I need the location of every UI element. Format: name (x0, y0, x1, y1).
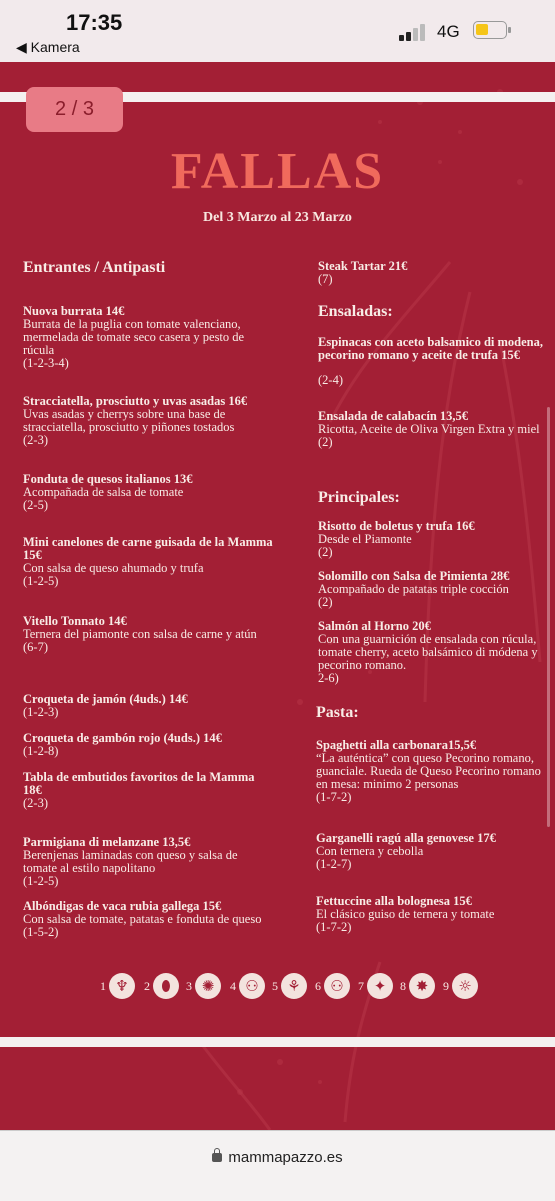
menu-item: Ensalada de calabacín 13,5€ Ricotta, Aceite de Oliva Virgen Extra y miel (2) (318, 409, 540, 449)
url-display[interactable] (0, 1149, 555, 1166)
menu-title: FALLAS (170, 143, 385, 200)
menu-item: Croqueta de gambón rojo (4uds.) 14€ (1-2-8) (23, 731, 222, 758)
crab-icon: ✸ (409, 973, 435, 999)
signal-icon (399, 23, 429, 41)
section-heading-entrantes: Entrantes / Antipasti (23, 259, 166, 276)
egg-icon: ⚇ (239, 973, 265, 999)
menu-item: Parmigiana di melanzane 13,5€ Berenjenas laminadas con queso y salsa de tomate al estilo napolitano (1-2-5) (23, 835, 238, 888)
allergen-9: 9 ☼ (443, 972, 478, 1000)
menu-item: Albóndigas de vaca rubia gallega 15€ Con salsa de tomate, patatas e fonduta de queso (1-5-2) (23, 899, 262, 939)
wheat-icon: ♆ (109, 973, 135, 999)
menu-item: Fettuccine alla bolognesa 15€ El clásico guiso de ternera y tomate (1-7-2) (316, 894, 495, 934)
battery-icon (473, 21, 507, 39)
menu-item: Steak Tartar 21€ (7) (318, 259, 408, 286)
allergen-7: 7 ✦ (358, 972, 393, 1000)
allergen-6: 6 ⚇ (315, 972, 350, 1000)
lock-icon (212, 1153, 222, 1162)
allergen-1: 1 ♆ (100, 972, 135, 1000)
menu-item: Spaghetti alla carbonara15,5€ “La auténtica” con queso Pecorino romano, guanciale. Rueda de Queso Pecorino romano en mesa: minimo 2 personas (1-7-2) (316, 738, 541, 804)
egg2-icon: ⚇ (324, 973, 350, 999)
fish-icon: ✦ (367, 973, 393, 999)
section-heading-ensaladas: Ensaladas: (318, 303, 393, 320)
status-bar (0, 0, 555, 62)
allergen-legend (100, 972, 490, 1002)
allergen-3: 3 ✺ (186, 972, 221, 1000)
scrollbar[interactable] (547, 407, 550, 827)
page-indicator: 2 / 3 (26, 87, 123, 132)
network-label: 4G (437, 22, 460, 41)
allergen-4: 4 ⚇ (230, 972, 265, 1000)
allergen-2: 2 ⬮ (144, 972, 179, 1000)
menu-item: Garganelli ragú alla genovese 17€ Con ternera y cebolla (1-2-7) (316, 831, 496, 871)
menu-subtitle: Del 3 Marzo al 23 Marzo (203, 210, 352, 225)
menu-item: Fonduta de quesos italianos 13€ Acompañada de salsa de tomate (2-5) (23, 472, 193, 512)
url-text: mammapazzo.es (228, 1149, 343, 1166)
menu-item: Salmón al Horno 20€ Con una guarnición de ensalada con rúcula, tomate cherry, aceto balsámico di módena y pecorino romano. 2-6) (318, 619, 538, 685)
menu-item: Nuova burrata 14€ Burrata de la puglia con tomate valenciano, mermelada de tomate seco casera y pesto de rúcula (1-2-3-4) (23, 304, 245, 370)
celery-icon: ⚘ (281, 973, 307, 999)
menu-item: Mini canelones de carne guisada de la Mamma 15€ Con salsa de queso ahumado y trufa (1-2-5) (23, 535, 273, 588)
allergen-8: 8 ✸ (400, 972, 435, 1000)
menu-item: Risotto de boletus y trufa 16€ Desde el Piamonte (2) (318, 519, 475, 559)
menu-item: Vitello Tonnato 14€ Ternera del piamonte con salsa de carne y atún (6-7) (23, 614, 257, 654)
bottom-divider (0, 1037, 555, 1047)
shell-icon: ☼ (452, 973, 478, 999)
menu-item: Solomillo con Salsa de Pimienta 28€ Acompañado de patatas triple cocción (2) (318, 569, 510, 609)
allergen-5: 5 ⚘ (272, 972, 307, 1000)
browser-url-bar[interactable] (0, 1130, 555, 1201)
milk-icon: ⬮ (153, 973, 179, 999)
menu-item: Croqueta de jamón (4uds.) 14€ (1-2-3) (23, 692, 188, 719)
menu-page (0, 62, 555, 1130)
menu-item: Stracciatella, prosciutto y uvas asadas 16€ Uvas asadas y cherrys sobre una base de stracciatella, prosciutto y piñones tostados (2-3) (23, 394, 248, 447)
back-to-camera-link[interactable]: ◀ Kamera (16, 39, 80, 55)
menu-item: Tabla de embutidos favoritos de la Mamma 18€ (2-3) (23, 770, 255, 810)
section-heading-pasta: Pasta: (316, 704, 359, 721)
section-heading-principales: Principales: (318, 489, 400, 506)
menu-item: Espinacas con aceto balsamico di modena, pecorino romano y aceite de trufa 15€ (2-4) (318, 335, 544, 387)
nut-icon: ✺ (195, 973, 221, 999)
status-time: 17:35 (66, 10, 123, 35)
